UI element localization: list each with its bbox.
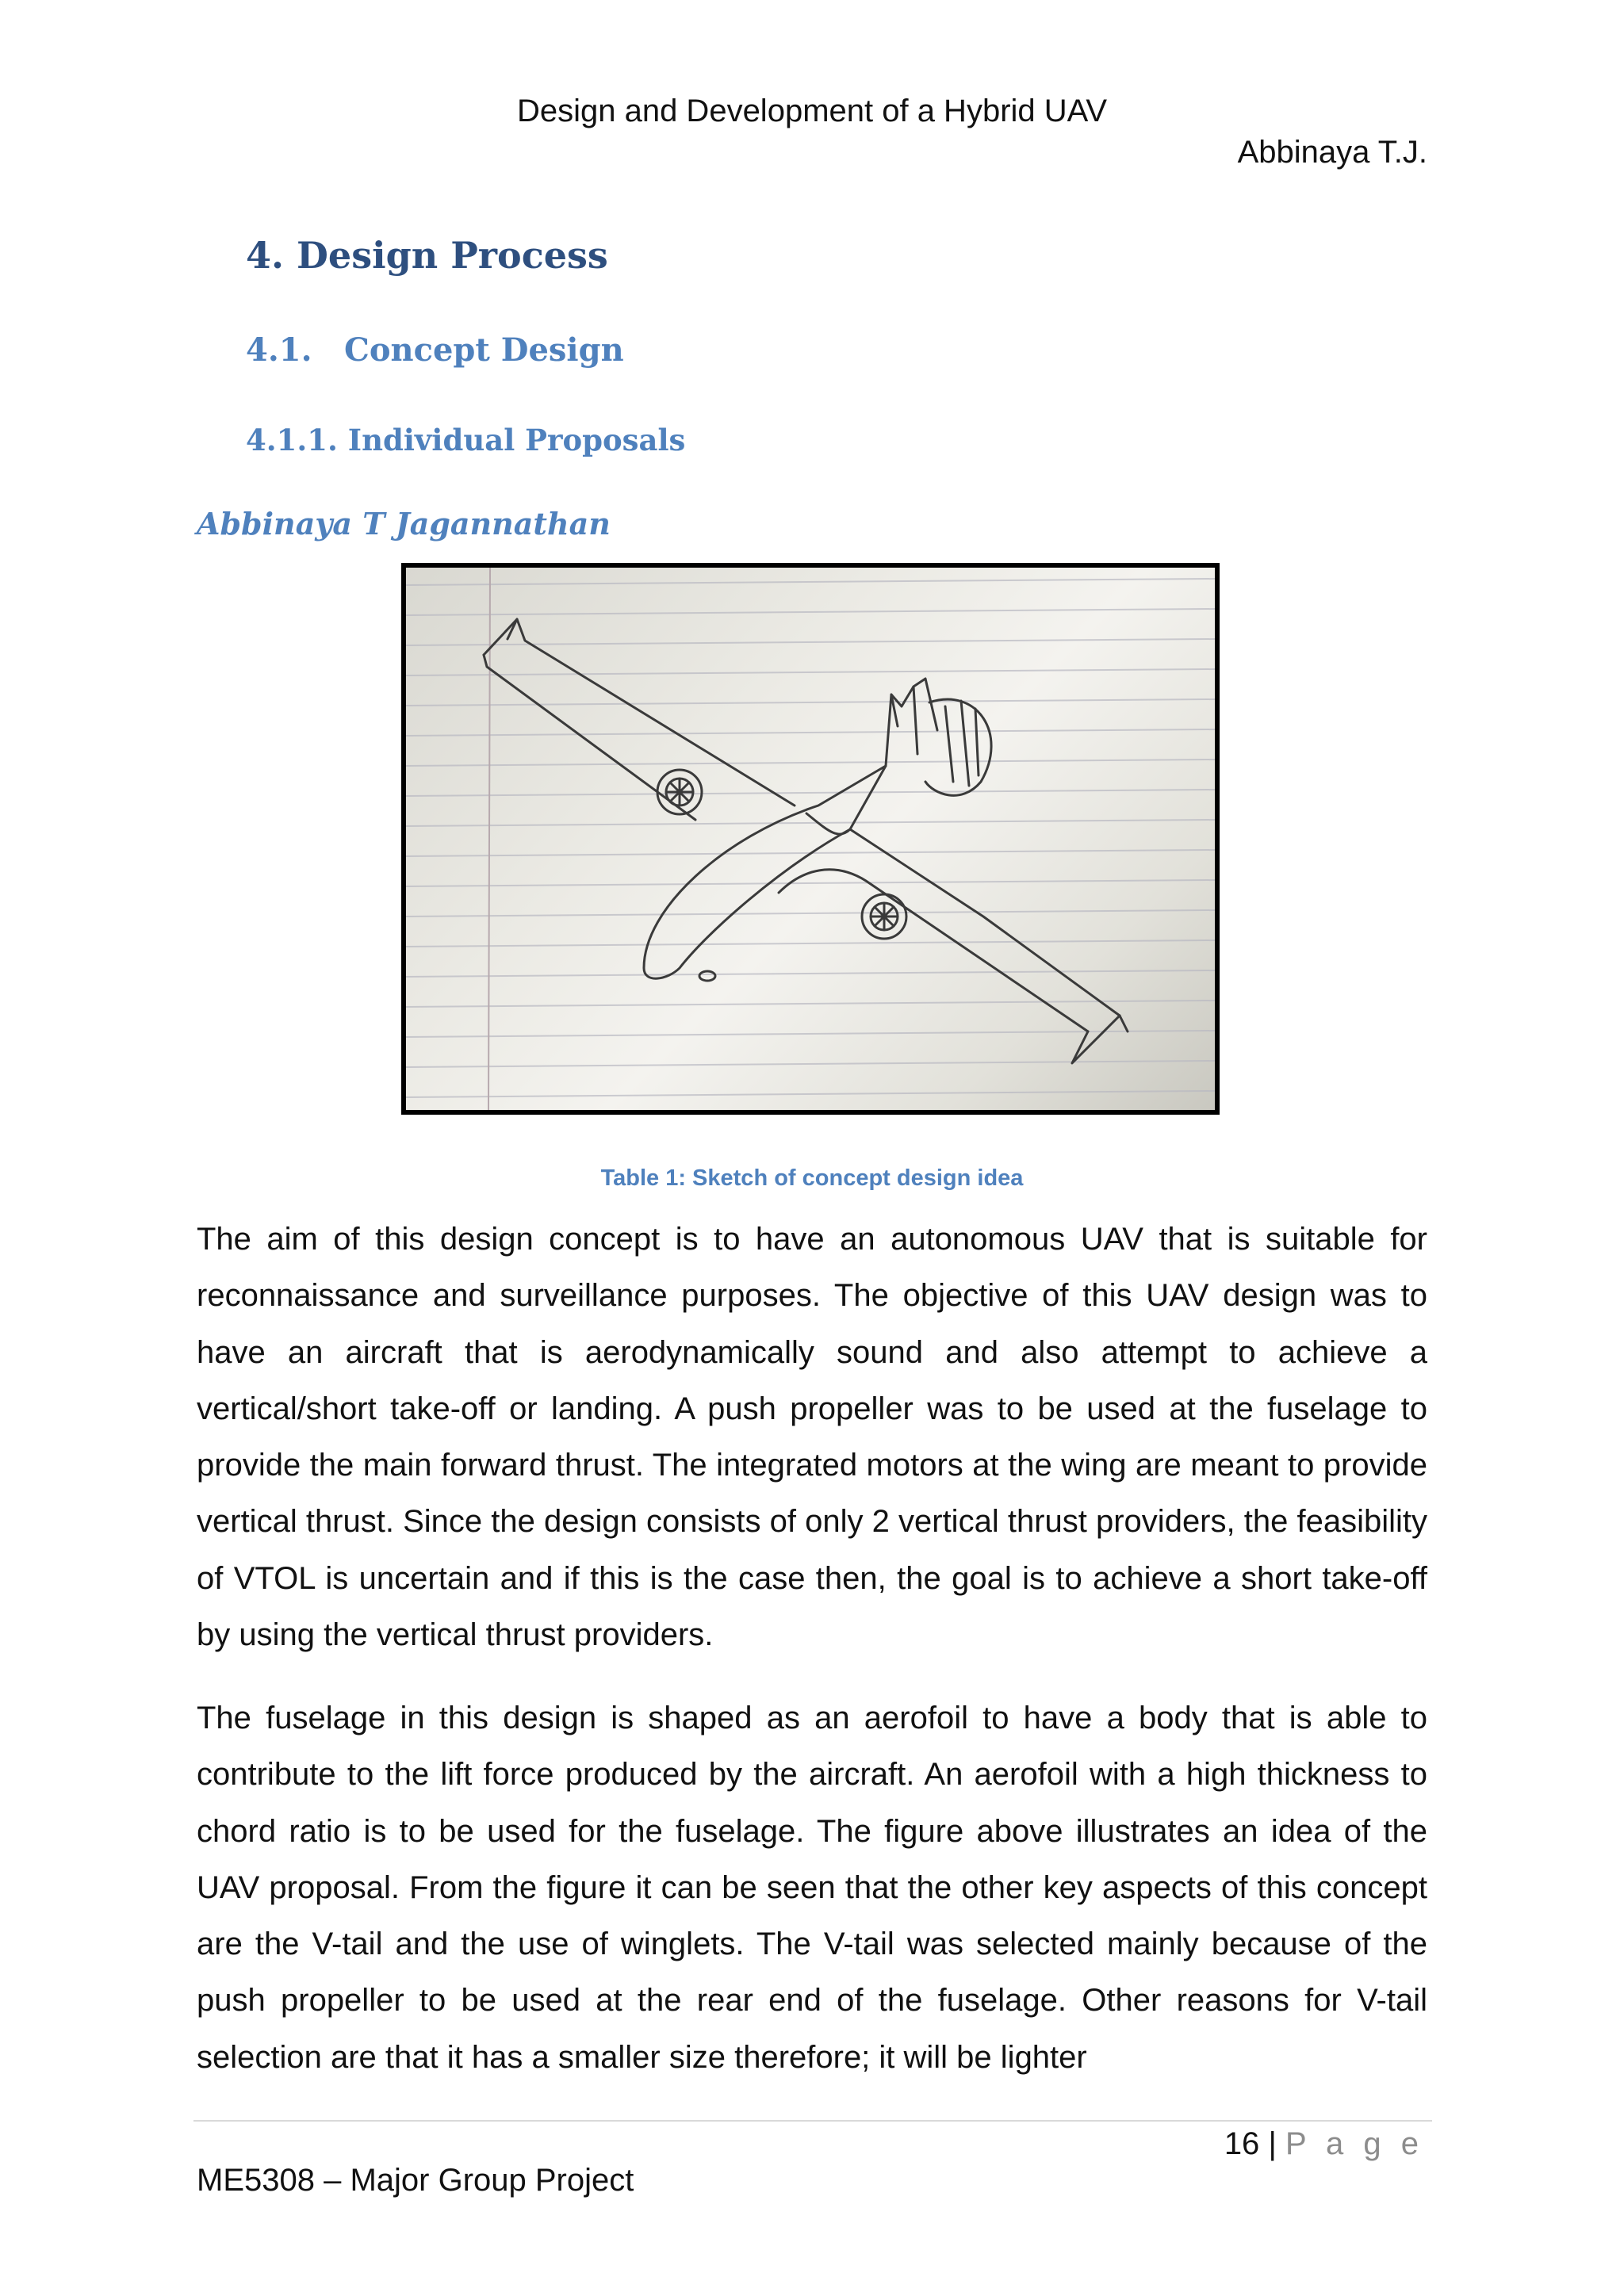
- concept-sketch-figure: [401, 563, 1220, 1115]
- footer-course: ME5308 – Major Group Project: [197, 2163, 634, 2198]
- footer-divider: [193, 2120, 1432, 2122]
- page-number-separator: |: [1268, 2126, 1277, 2161]
- running-header-title: Design and Development of a Hybrid UAV: [516, 94, 1108, 128]
- body-paragraph: The aim of this design concept is to have an autonomous UAV that is suitable for reconnaissance and surveillance purposes. The objective of this UAV design was to have an aircraft that is aerodynamically sound and also attempt to achieve a vertical/short take-off or landing. A push propeller was to be used at the fuselage to provide the main forward thrust. The integrated motors at the wing are meant to provide vertical thrust. Since the design consists of only 2 vertical thrust providers, the feasibility of VTOL is uncertain and if this is the case then, the goal is to achieve a short take-off by using the vertical thrust providers.: [197, 1222, 1427, 1653]
- page-number-value: 16: [1224, 2126, 1260, 2161]
- uav-sketch-drawing: [406, 568, 1215, 1110]
- body-paragraph: The fuselage in this design is shaped as an aerofoil to have a body that is able to contribute to the lift force produced by the aircraft. An aerofoil with a high thickness to chord ratio is to be used for the fuselage. The figure above illustrates an idea of the UAV proposal. From the figure it can be seen that the other key aspects of this concept are the V-tail and the use of winglets. The V-tail was selected mainly because of the push propeller to be used at the rear end of the fuselage. Other reasons for V-tail selection are that it has a smaller size therefore; it will be lighter: [197, 1701, 1427, 2075]
- running-header-author: Abbinaya T.J.: [1237, 135, 1427, 170]
- section-heading: 4. Design Process: [246, 234, 608, 277]
- subsection-title: Concept Design: [344, 331, 624, 369]
- subsubsection-heading: 4.1.1. Individual Proposals: [246, 423, 686, 457]
- subsection-heading: [246, 331, 624, 369]
- page-label: P a g e: [1285, 2126, 1424, 2161]
- subsection-number: 4.1.: [246, 331, 312, 369]
- figure-caption: Table 1: Sketch of concept design idea: [600, 1165, 1024, 1191]
- page-number: [1224, 2126, 1424, 2162]
- proposal-author-heading: Abbinaya T Jagannathan: [197, 506, 611, 541]
